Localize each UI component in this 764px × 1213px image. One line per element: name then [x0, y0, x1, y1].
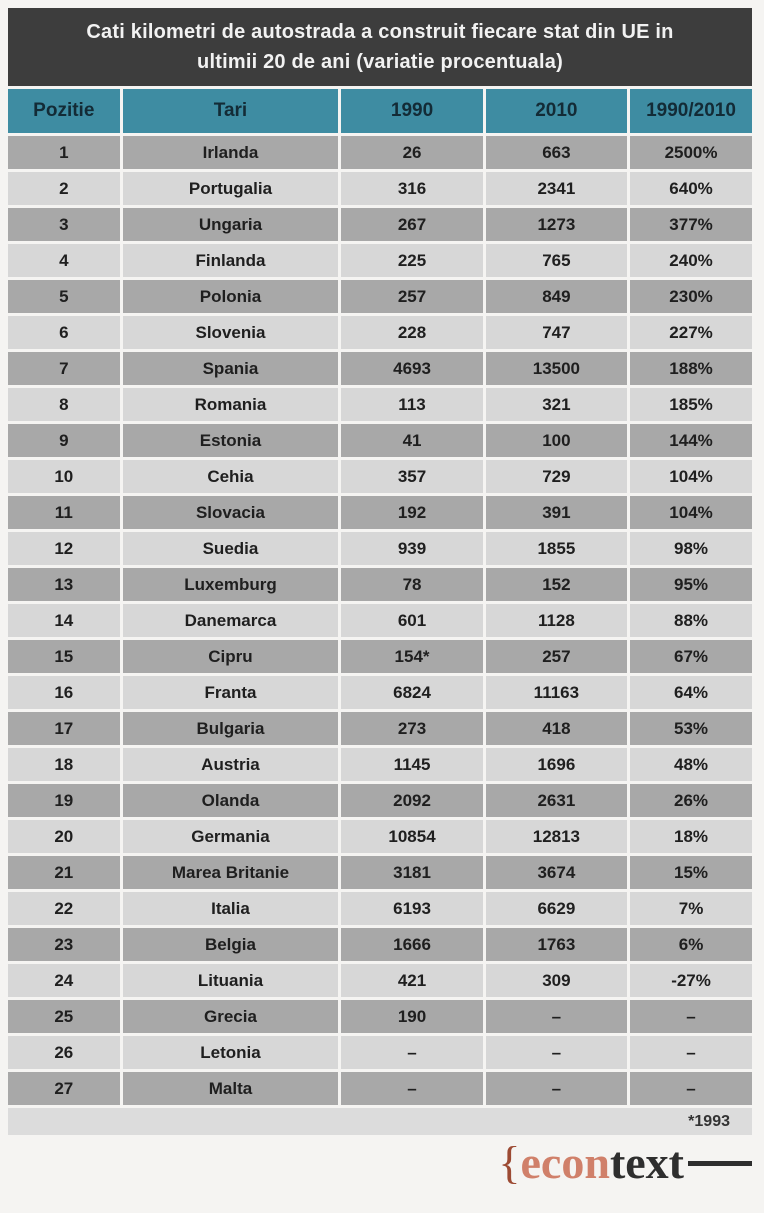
cell-2010: 11163 — [486, 676, 627, 709]
cell-pozitie: 7 — [8, 352, 120, 385]
table-row — [8, 856, 752, 889]
cell-pozitie: 9 — [8, 424, 120, 457]
cell-pozitie: 10 — [8, 460, 120, 493]
table-row — [8, 748, 752, 781]
cell-pozitie: 21 — [8, 856, 120, 889]
cell-1990: 316 — [341, 172, 482, 205]
cell-pozitie: 25 — [8, 1000, 120, 1033]
cell-tara: Austria — [123, 748, 339, 781]
table-title — [8, 8, 752, 86]
cell-tara: Marea Britanie — [123, 856, 339, 889]
cell-pozitie: 3 — [8, 208, 120, 241]
cell-2010: 765 — [486, 244, 627, 277]
cell-variatie: 185% — [630, 388, 752, 421]
cell-tara: Olanda — [123, 784, 339, 817]
cell-pozitie: 15 — [8, 640, 120, 673]
table-row — [8, 208, 752, 241]
cell-variatie: 95% — [630, 568, 752, 601]
cell-2010: 1273 — [486, 208, 627, 241]
table-body — [8, 136, 752, 1105]
cell-variatie: 104% — [630, 460, 752, 493]
cell-pozitie: 14 — [8, 604, 120, 637]
cell-1990: 6824 — [341, 676, 482, 709]
table-row — [8, 712, 752, 745]
cell-2010: 729 — [486, 460, 627, 493]
cell-1990: 26 — [341, 136, 482, 169]
cell-1990: 267 — [341, 208, 482, 241]
highway-table — [8, 8, 752, 1135]
cell-tara: Romania — [123, 388, 339, 421]
cell-variatie: -27% — [630, 964, 752, 997]
cell-variatie: 98% — [630, 532, 752, 565]
cell-2010: 3674 — [486, 856, 627, 889]
table-row — [8, 172, 752, 205]
cell-tara: Grecia — [123, 1000, 339, 1033]
column-header-pozitie: Pozitie — [8, 89, 120, 133]
logo-econ-text: econ — [520, 1137, 610, 1188]
cell-2010: 6629 — [486, 892, 627, 925]
cell-tara: Italia — [123, 892, 339, 925]
cell-2010: 747 — [486, 316, 627, 349]
cell-1990: 2092 — [341, 784, 482, 817]
cell-variatie: – — [630, 1036, 752, 1069]
table-title-line2: ultimii 20 de ani (variatie procentuala) — [197, 50, 563, 73]
cell-2010: 100 — [486, 424, 627, 457]
cell-1990: 3181 — [341, 856, 482, 889]
table-row — [8, 244, 752, 277]
table-row — [8, 640, 752, 673]
cell-1990: 113 — [341, 388, 482, 421]
cell-tara: Luxemburg — [123, 568, 339, 601]
cell-2010: 418 — [486, 712, 627, 745]
cell-tara: Bulgaria — [123, 712, 339, 745]
cell-variatie: 88% — [630, 604, 752, 637]
table-row — [8, 460, 752, 493]
cell-tara: Irlanda — [123, 136, 339, 169]
cell-tara: Germania — [123, 820, 339, 853]
cell-1990: 357 — [341, 460, 482, 493]
table-title-line1: Cati kilometri de autostrada a construit fiecare stat din UE in — [86, 20, 674, 43]
cell-tara: Suedia — [123, 532, 339, 565]
econtext-logo — [498, 1137, 752, 1188]
cell-2010: 1696 — [486, 748, 627, 781]
cell-tara: Lituania — [123, 964, 339, 997]
cell-2010: – — [486, 1036, 627, 1069]
cell-1990: 192 — [341, 496, 482, 529]
cell-variatie: 240% — [630, 244, 752, 277]
cell-variatie: 227% — [630, 316, 752, 349]
cell-2010: 391 — [486, 496, 627, 529]
cell-variatie: 377% — [630, 208, 752, 241]
cell-1990: 1666 — [341, 928, 482, 961]
cell-tara: Cipru — [123, 640, 339, 673]
cell-2010: 321 — [486, 388, 627, 421]
cell-2010: 257 — [486, 640, 627, 673]
cell-1990: 1145 — [341, 748, 482, 781]
cell-1990: 6193 — [341, 892, 482, 925]
cell-1990: 228 — [341, 316, 482, 349]
cell-2010: 2631 — [486, 784, 627, 817]
table-row — [8, 964, 752, 997]
cell-2010: – — [486, 1000, 627, 1033]
cell-pozitie: 17 — [8, 712, 120, 745]
cell-pozitie: 24 — [8, 964, 120, 997]
cell-tara: Cehia — [123, 460, 339, 493]
table-row — [8, 1072, 752, 1105]
table-row — [8, 496, 752, 529]
cell-variatie: 53% — [630, 712, 752, 745]
cell-pozitie: 5 — [8, 280, 120, 313]
cell-tara: Danemarca — [123, 604, 339, 637]
cell-pozitie: 4 — [8, 244, 120, 277]
cell-variatie: 15% — [630, 856, 752, 889]
column-header-1990: 1990 — [341, 89, 482, 133]
cell-pozitie: 6 — [8, 316, 120, 349]
table-row — [8, 676, 752, 709]
cell-pozitie: 11 — [8, 496, 120, 529]
cell-variatie: 6% — [630, 928, 752, 961]
cell-variatie: 144% — [630, 424, 752, 457]
cell-tara: Letonia — [123, 1036, 339, 1069]
table-row — [8, 1000, 752, 1033]
cell-pozitie: 20 — [8, 820, 120, 853]
cell-1990: 78 — [341, 568, 482, 601]
cell-1990: 257 — [341, 280, 482, 313]
cell-pozitie: 18 — [8, 748, 120, 781]
cell-tara: Spania — [123, 352, 339, 385]
cell-1990: 10854 — [341, 820, 482, 853]
logo-dash-line — [688, 1161, 752, 1166]
cell-tara: Ungaria — [123, 208, 339, 241]
cell-tara: Belgia — [123, 928, 339, 961]
table-row — [8, 568, 752, 601]
cell-2010: 12813 — [486, 820, 627, 853]
cell-variatie: – — [630, 1000, 752, 1033]
cell-variatie: 2500% — [630, 136, 752, 169]
table-row — [8, 532, 752, 565]
cell-1990: 601 — [341, 604, 482, 637]
cell-pozitie: 8 — [8, 388, 120, 421]
cell-1990: – — [341, 1036, 482, 1069]
logo-text-text: text — [609, 1137, 684, 1188]
cell-pozitie: 19 — [8, 784, 120, 817]
table-row — [8, 388, 752, 421]
column-header-tari: Tari — [123, 89, 339, 133]
cell-variatie: – — [630, 1072, 752, 1105]
table-row — [8, 424, 752, 457]
table-row — [8, 1036, 752, 1069]
cell-variatie: 48% — [630, 748, 752, 781]
cell-2010: 1763 — [486, 928, 627, 961]
cell-variatie: 64% — [630, 676, 752, 709]
cell-variatie: 640% — [630, 172, 752, 205]
cell-variatie: 18% — [630, 820, 752, 853]
cell-tara: Slovacia — [123, 496, 339, 529]
cell-tara: Finlanda — [123, 244, 339, 277]
cell-1990: 154* — [341, 640, 482, 673]
table-header-row — [8, 89, 752, 133]
table-row — [8, 928, 752, 961]
cell-2010: 152 — [486, 568, 627, 601]
cell-variatie: 67% — [630, 640, 752, 673]
cell-pozitie: 26 — [8, 1036, 120, 1069]
cell-pozitie: 2 — [8, 172, 120, 205]
footnote-strip — [8, 1108, 752, 1135]
cell-tara: Polonia — [123, 280, 339, 313]
cell-2010: 1128 — [486, 604, 627, 637]
cell-pozitie: 1 — [8, 136, 120, 169]
cell-2010: 849 — [486, 280, 627, 313]
column-header-2010: 2010 — [486, 89, 627, 133]
cell-tara: Portugalia — [123, 172, 339, 205]
cell-tara: Slovenia — [123, 316, 339, 349]
cell-tara: Franta — [123, 676, 339, 709]
cell-pozitie: 13 — [8, 568, 120, 601]
cell-1990: 421 — [341, 964, 482, 997]
cell-pozitie: 16 — [8, 676, 120, 709]
cell-1990: 939 — [341, 532, 482, 565]
cell-variatie: 104% — [630, 496, 752, 529]
table-row — [8, 316, 752, 349]
cell-variatie: 188% — [630, 352, 752, 385]
cell-variatie: 26% — [630, 784, 752, 817]
table-row — [8, 892, 752, 925]
table-row — [8, 136, 752, 169]
cell-1990: 41 — [341, 424, 482, 457]
cell-2010: 663 — [486, 136, 627, 169]
table-row — [8, 820, 752, 853]
cell-1990: – — [341, 1072, 482, 1105]
logo-brace: { — [498, 1137, 521, 1188]
cell-1990: 4693 — [341, 352, 482, 385]
cell-2010: – — [486, 1072, 627, 1105]
cell-pozitie: 27 — [8, 1072, 120, 1105]
cell-tara: Estonia — [123, 424, 339, 457]
cell-pozitie: 22 — [8, 892, 120, 925]
cell-variatie: 230% — [630, 280, 752, 313]
cell-1990: 273 — [341, 712, 482, 745]
column-header-variatie: 1990/2010 — [630, 89, 752, 133]
cell-1990: 225 — [341, 244, 482, 277]
table-row — [8, 784, 752, 817]
cell-2010: 2341 — [486, 172, 627, 205]
cell-tara: Malta — [123, 1072, 339, 1105]
cell-2010: 13500 — [486, 352, 627, 385]
table-row — [8, 352, 752, 385]
footnote-text: *1993 — [688, 1112, 730, 1130]
table-row — [8, 604, 752, 637]
cell-2010: 1855 — [486, 532, 627, 565]
cell-2010: 309 — [486, 964, 627, 997]
cell-1990: 190 — [341, 1000, 482, 1033]
table-row — [8, 280, 752, 313]
cell-pozitie: 12 — [8, 532, 120, 565]
cell-pozitie: 23 — [8, 928, 120, 961]
cell-variatie: 7% — [630, 892, 752, 925]
